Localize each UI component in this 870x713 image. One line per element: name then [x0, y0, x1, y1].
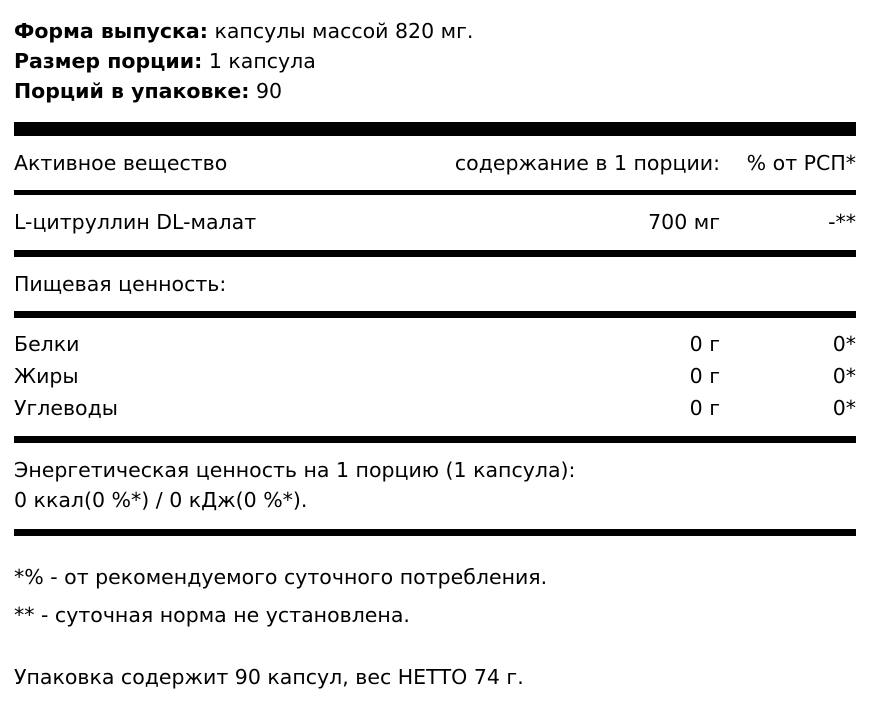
column-header-amount: содержание в 1 порции: — [454, 151, 720, 175]
nutrient-amount: 0 г — [689, 396, 720, 420]
nutrient-rsp: 0* — [832, 396, 856, 420]
nutrients-list — [14, 318, 856, 436]
servings-label: Порций в упаковке: — [14, 79, 250, 103]
footnote-rsp: *% - от рекомендуемого суточного потребления. — [14, 565, 548, 589]
serving-size-label: Размер порции: — [14, 49, 203, 73]
nutrient-amount: 0 г — [689, 332, 720, 356]
servings-per-container-line — [14, 76, 856, 106]
package-netto-line: Упаковка содержит 90 капсул, вес НЕТТО 74 г. — [14, 665, 524, 689]
nutrient-name: Жиры — [14, 364, 79, 388]
nutrient-name: Белки — [14, 332, 80, 356]
footnotes — [14, 536, 856, 634]
serving-size-value: 1 капсула — [208, 49, 316, 73]
product-header — [14, 10, 856, 106]
form-value: капсулы массой 820 мг. — [214, 19, 474, 43]
column-header-rsp: % от РСП* — [746, 151, 856, 175]
ingredient-name: L-цитруллин DL-малат — [14, 210, 257, 234]
ingredient-rsp: -** — [828, 210, 856, 234]
table-row — [14, 328, 856, 360]
energy-value-block — [14, 443, 856, 529]
table-row — [14, 195, 856, 250]
ingredient-amount: 700 мг — [648, 210, 720, 234]
table-row — [14, 360, 856, 392]
form-label: Форма выпуска: — [14, 19, 208, 43]
nutrient-amount: 0 г — [689, 364, 720, 388]
energy-line-1: Энергетическая ценность на 1 порцию (1 капсула): — [14, 458, 576, 482]
divider-below-nutrients — [14, 436, 856, 443]
nutrition-section-label: Пищевая ценность: — [14, 272, 227, 296]
serving-size-line — [14, 46, 856, 76]
divider-below-nutrition-label — [14, 311, 856, 318]
energy-line-2: 0 ккал(0 %*) / 0 кДж(0 %*). — [14, 488, 308, 512]
table-row — [14, 392, 856, 424]
nutrient-name: Углеводы — [14, 396, 118, 420]
divider-below-ingredient — [14, 250, 856, 257]
servings-value: 90 — [255, 79, 283, 103]
divider-thick-top — [14, 122, 856, 136]
nutrient-rsp: 0* — [832, 364, 856, 388]
column-header-name: Активное вещество — [14, 151, 228, 175]
nutrient-rsp: 0* — [832, 332, 856, 356]
footnote-no-norm: ** - суточная норма не установлена. — [14, 603, 410, 627]
form-line — [14, 16, 856, 46]
table-header-row — [14, 136, 856, 190]
divider-bottom — [14, 529, 856, 536]
